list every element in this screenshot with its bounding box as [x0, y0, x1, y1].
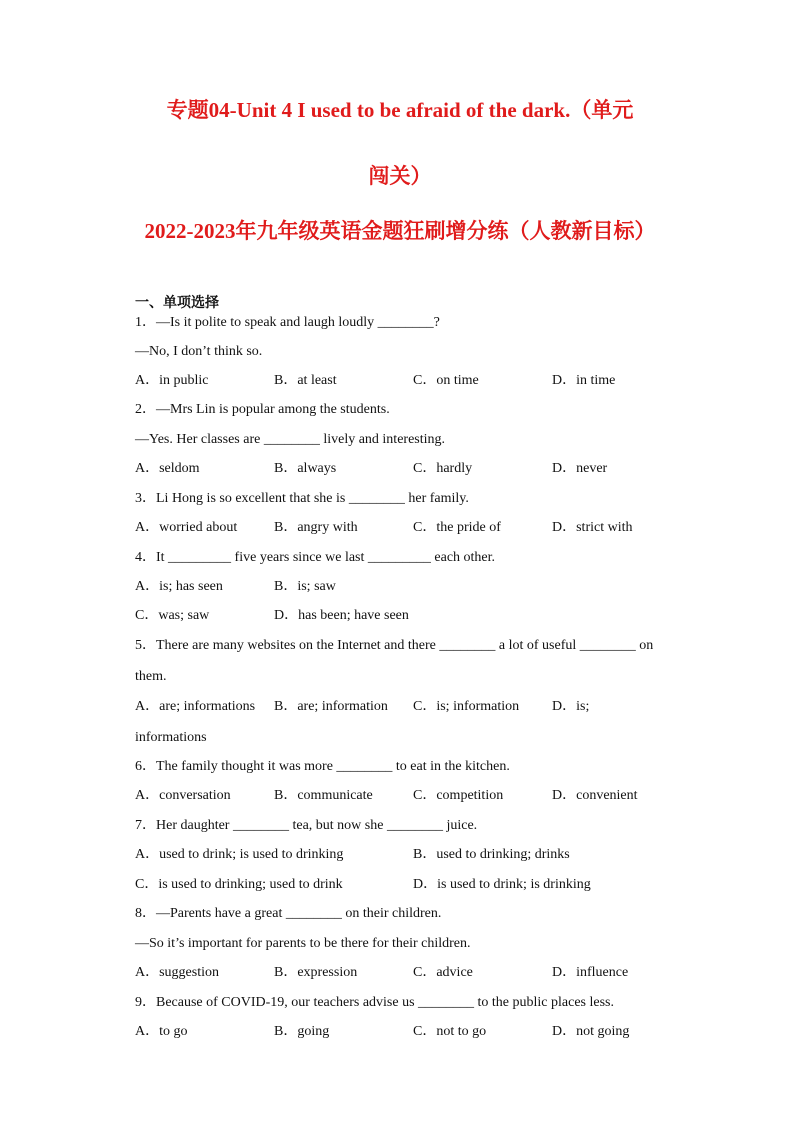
question-5-option-c: C．is; information: [413, 699, 520, 714]
question-2-option-a: A．seldom: [135, 461, 200, 476]
question-5-option-b: B．are; information: [274, 699, 388, 714]
question-3-stem: 3．Li Hong is so excellent that she is ________ her family.: [135, 491, 469, 506]
question-5-option-a: A．are; informations: [135, 699, 256, 714]
question-6-stem: 6．The family thought it was more ________ to eat in the kitchen.: [135, 759, 510, 774]
question-8-stem: 8．—Parents have a great ________ on their children.: [135, 906, 442, 921]
question-8-option-b: B．expression: [274, 965, 358, 980]
question-9-option-a: A．to go: [135, 1024, 188, 1039]
question-1-stem: 1．—Is it polite to speak and laugh loudly ________?: [135, 315, 440, 330]
question-8-reply: —So it’s important for parents to be there for their children.: [135, 936, 471, 951]
document-title-line-1: 专题04-Unit 4 I used to be afraid of the dark.（单元: [166, 98, 634, 122]
question-6-option-b: B．communicate: [274, 788, 373, 803]
question-4-option-d: D．has been; have seen: [274, 608, 409, 623]
question-3-option-d: D．strict with: [552, 520, 633, 535]
question-2-stem: 2．—Mrs Lin is popular among the students.: [135, 402, 390, 417]
question-3-option-b: B．angry with: [274, 520, 358, 535]
question-1-option-a: A．in public: [135, 373, 209, 388]
question-8-option-a: A．suggestion: [135, 965, 219, 980]
question-6-option-d: D．convenient: [552, 788, 638, 803]
section-heading: 一、单项选择: [135, 295, 219, 311]
question-7-option-b: B．used to drinking; drinks: [413, 847, 570, 862]
question-1-option-b: B．at least: [274, 373, 337, 388]
question-9-option-c: C．not to go: [413, 1024, 487, 1039]
question-4-option-a: A．is; has seen: [135, 579, 223, 594]
question-5-stem-continued: them.: [135, 669, 167, 684]
question-3-option-c: C．the pride of: [413, 520, 501, 535]
document-subtitle: 2022-2023年九年级英语金题狂刷增分练（人教新目标）: [144, 219, 656, 243]
question-6-option-a: A．conversation: [135, 788, 231, 803]
question-7-option-c: C．is used to drinking; used to drink: [135, 877, 343, 892]
question-4-option-c: C．was; saw: [135, 608, 210, 623]
question-3-option-a: A．worried about: [135, 520, 238, 535]
question-7-stem: 7．Her daughter ________ tea, but now she ________ juice.: [135, 818, 478, 833]
question-1-option-d: D．in time: [552, 373, 616, 388]
question-6-option-c: C．competition: [413, 788, 504, 803]
question-5-option-d-continued: informations: [135, 730, 207, 745]
question-2-reply: —Yes. Her classes are ________ lively and interesting.: [135, 432, 446, 447]
question-9-stem: 9．Because of COVID-19, our teachers advise us ________ to the public places less.: [135, 995, 614, 1010]
question-1-reply: —No, I don’t think so.: [135, 344, 263, 359]
question-9-option-d: D．not going: [552, 1024, 630, 1039]
question-4-stem: 4．It _________ five years since we last _________ each other.: [135, 550, 496, 565]
document-title-line-2: 闯关）: [368, 164, 432, 188]
question-2-option-c: C．hardly: [413, 461, 473, 476]
question-5-stem: 5．There are many websites on the Internet and there ________ a lot of useful ________ on: [135, 638, 654, 653]
question-7-option-a: A．used to drink; is used to drinking: [135, 847, 344, 862]
question-2-option-d: D．never: [552, 461, 608, 476]
question-8-option-d: D．influence: [552, 965, 629, 980]
question-9-option-b: B．going: [274, 1024, 330, 1039]
question-8-option-c: C．advice: [413, 965, 473, 980]
question-2-option-b: B．always: [274, 461, 337, 476]
question-5-option-d: D．is;: [552, 699, 590, 714]
question-4-option-b: B．is; saw: [274, 579, 336, 594]
question-1-option-c: C．on time: [413, 373, 479, 388]
question-7-option-d: D．is used to drink; is drinking: [413, 877, 591, 892]
